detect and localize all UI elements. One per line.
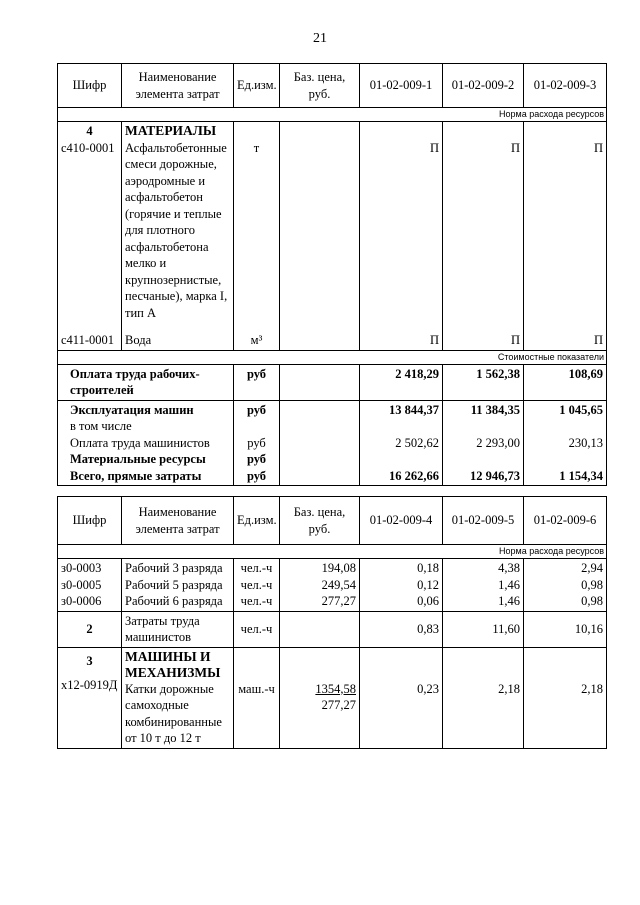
machine-name: Катки дорожные самоходные комбинированные от 10 т до 12 т <box>125 681 222 745</box>
header-code: Шифр <box>58 64 122 108</box>
workers-row <box>58 559 607 612</box>
machinist-v1: 0,83 <box>360 611 443 647</box>
resource-table-1 <box>57 63 607 486</box>
machine-v3: 2,18 <box>581 681 603 696</box>
water-v2: П <box>443 322 524 350</box>
water-price <box>280 322 360 350</box>
worker-name-1: Рабочий 5 разряда <box>125 577 223 592</box>
cost-v1-1: 13 844,37 <box>389 402 439 417</box>
cost-details-names <box>58 400 234 486</box>
machinist-v3: 10,16 <box>524 611 607 647</box>
cost-details-v2 <box>443 400 524 486</box>
material-v2: П <box>510 140 520 155</box>
workers-names <box>122 559 234 612</box>
worker-unit-1: чел.-ч <box>240 577 273 592</box>
cost-name-3: Оплата труда машинистов <box>70 435 210 450</box>
cost-v2-1: 11 384,35 <box>470 402 520 417</box>
machine-price-2: 277,27 <box>321 698 356 712</box>
table-header-row <box>58 64 607 108</box>
worker-price-2: 277,27 <box>321 594 356 608</box>
machines-v1-cell <box>360 647 443 748</box>
machines-name-cell <box>122 647 234 748</box>
group-number: 4 <box>86 124 93 138</box>
cost-details-v3 <box>524 400 607 486</box>
cost-name-0: Оплата труда рабочих-строителей <box>70 366 200 397</box>
machine-v2: 2,18 <box>498 681 520 696</box>
table2-header-row <box>58 497 607 545</box>
header-unit: Ед.изм. <box>234 64 280 108</box>
worker-v1-0: 0,18 <box>417 561 439 575</box>
header-col-3: 01-02-009-3 <box>524 64 607 108</box>
worker-v1-1: 0,12 <box>417 577 439 592</box>
water-v3: П <box>524 322 607 350</box>
machines-unit-cell <box>234 647 280 748</box>
machine-price-1: 1354,58 <box>315 681 356 696</box>
materials-name-cell <box>122 122 234 323</box>
t2-header-name: Наименование элемента затрат <box>122 497 234 545</box>
water-code: с411-0001 <box>58 322 122 350</box>
t2-header-code: Шифр <box>58 497 122 545</box>
materials-v3-cell <box>524 122 607 323</box>
cost-v3-0: 108,69 <box>524 364 607 400</box>
worker-unit-2: чел.-ч <box>240 594 273 608</box>
t2-header-price: Баз. цена, руб. <box>280 497 360 545</box>
resource-table-2 <box>57 496 607 749</box>
header-name: Наименование элемента затрат <box>122 64 234 108</box>
worker-v2-2: 1,46 <box>498 594 520 608</box>
t2-section-norm-label: Норма расхода ресурсов <box>58 545 607 559</box>
machinist-code: 2 <box>58 611 122 647</box>
cost-row <box>58 364 607 400</box>
machines-price-cell <box>280 647 360 748</box>
workers-v3 <box>524 559 607 612</box>
workers-prices <box>280 559 360 612</box>
machinist-labor-row <box>58 611 607 647</box>
cost-unit-0: руб <box>234 364 280 400</box>
t2-header-col-2: 01-02-009-5 <box>443 497 524 545</box>
machinist-unit: чел.-ч <box>234 611 280 647</box>
cost-name-cell <box>58 364 234 400</box>
machine-unit: маш.-ч <box>238 681 275 696</box>
worker-v2-0: 4,38 <box>498 561 520 575</box>
workers-units <box>234 559 280 612</box>
worker-name-0: Рабочий 3 разряда <box>125 561 223 575</box>
cost-v3-3: 230,13 <box>568 435 603 450</box>
materials-v2-cell <box>443 122 524 323</box>
water-v1: П <box>360 322 443 350</box>
cost-details-units <box>234 400 280 486</box>
material-unit: т <box>253 140 260 155</box>
material-name: Асфальтобетонные смеси дорожные, аэродромные и асфальтобетон (горячие и теплые для плотного асфальтобетона мелко и крупнозернистые, песчаные), марка I, тип А <box>125 140 228 320</box>
worker-v3-2: 0,98 <box>581 594 603 608</box>
water-name: Вода <box>122 322 234 350</box>
section-cost-label: Стоимостные показатели <box>58 350 607 364</box>
section-norm-row <box>58 108 607 122</box>
cost-details-row <box>58 400 607 486</box>
cost-unit-5: руб <box>246 468 267 483</box>
cost-v1-0: 2 418,29 <box>360 364 443 400</box>
cost-v1-5: 16 262,66 <box>389 468 439 483</box>
cost-v2-5: 12 946,73 <box>470 468 520 483</box>
worker-unit-0: чел.-ч <box>240 561 273 575</box>
cost-unit-3: руб <box>247 435 266 450</box>
machine-v1: 0,23 <box>417 681 439 696</box>
machines-row <box>58 647 607 748</box>
page-number: 21 <box>313 31 327 46</box>
worker-code-2: з0-0006 <box>61 594 102 608</box>
cost-v3-1: 1 045,65 <box>559 402 603 417</box>
machinist-v2: 11,60 <box>443 611 524 647</box>
workers-v2 <box>443 559 524 612</box>
water-row <box>58 322 607 350</box>
machine-code: х12-0919Д <box>61 678 118 692</box>
worker-code-1: з0-0005 <box>61 577 102 592</box>
section-norm-label: Норма расхода ресурсов <box>58 108 607 122</box>
cost-v2-0: 1 562,38 <box>443 364 524 400</box>
cost-v2-3: 2 293,00 <box>476 435 520 450</box>
header-col-2: 01-02-009-2 <box>443 64 524 108</box>
machines-v3-cell <box>524 647 607 748</box>
worker-v1-2: 0,06 <box>417 594 439 608</box>
worker-v3-0: 2,94 <box>581 561 603 575</box>
header-col-1: 01-02-009-1 <box>360 64 443 108</box>
materials-unit-cell <box>234 122 280 323</box>
material-code: с410-0001 <box>61 140 115 155</box>
machines-group-number: 3 <box>86 653 93 668</box>
worker-price-1: 249,54 <box>321 577 356 592</box>
workers-codes <box>58 559 122 612</box>
t2-section-norm-row <box>58 545 607 559</box>
cost-unit-4: руб <box>246 452 267 466</box>
materials-row <box>58 122 607 323</box>
t2-header-col-3: 01-02-009-6 <box>524 497 607 545</box>
cost-name-5: Всего, прямые затраты <box>70 468 202 483</box>
group-title: МАТЕРИАЛЫ <box>125 123 217 138</box>
machines-v2-cell <box>443 647 524 748</box>
cost-unit-1: руб <box>246 402 267 417</box>
worker-v3-1: 0,98 <box>581 577 603 592</box>
materials-v1-cell <box>360 122 443 323</box>
cost-v1-3: 2 502,62 <box>395 435 439 450</box>
water-unit: м³ <box>234 322 280 350</box>
worker-v2-1: 1,46 <box>498 577 520 592</box>
worker-name-2: Рабочий 6 разряда <box>125 594 223 608</box>
machines-code-cell <box>58 647 122 748</box>
header-price: Баз. цена, руб. <box>280 64 360 108</box>
materials-code-cell <box>58 122 122 323</box>
cost-v3-5: 1 154,34 <box>559 468 603 483</box>
materials-price-cell <box>280 122 360 323</box>
material-v1: П <box>429 140 439 155</box>
t2-header-col-1: 01-02-009-4 <box>360 497 443 545</box>
machines-group-title: МАШИНЫ И МЕХАНИЗМЫ <box>125 648 221 680</box>
cost-name-2: в том числе <box>70 419 132 433</box>
worker-code-0: з0-0003 <box>61 561 102 575</box>
cost-name-4: Материальные ресурсы <box>70 452 206 466</box>
cost-name-1: Эксплуатация машин <box>70 402 194 417</box>
cost-details-v1 <box>360 400 443 486</box>
workers-v1 <box>360 559 443 612</box>
section-cost-row <box>58 350 607 364</box>
material-v3: П <box>593 140 603 155</box>
machinist-name: Затраты труда машинистов <box>122 611 234 647</box>
worker-price-0: 194,08 <box>321 561 356 575</box>
t2-header-unit: Ед.изм. <box>234 497 280 545</box>
